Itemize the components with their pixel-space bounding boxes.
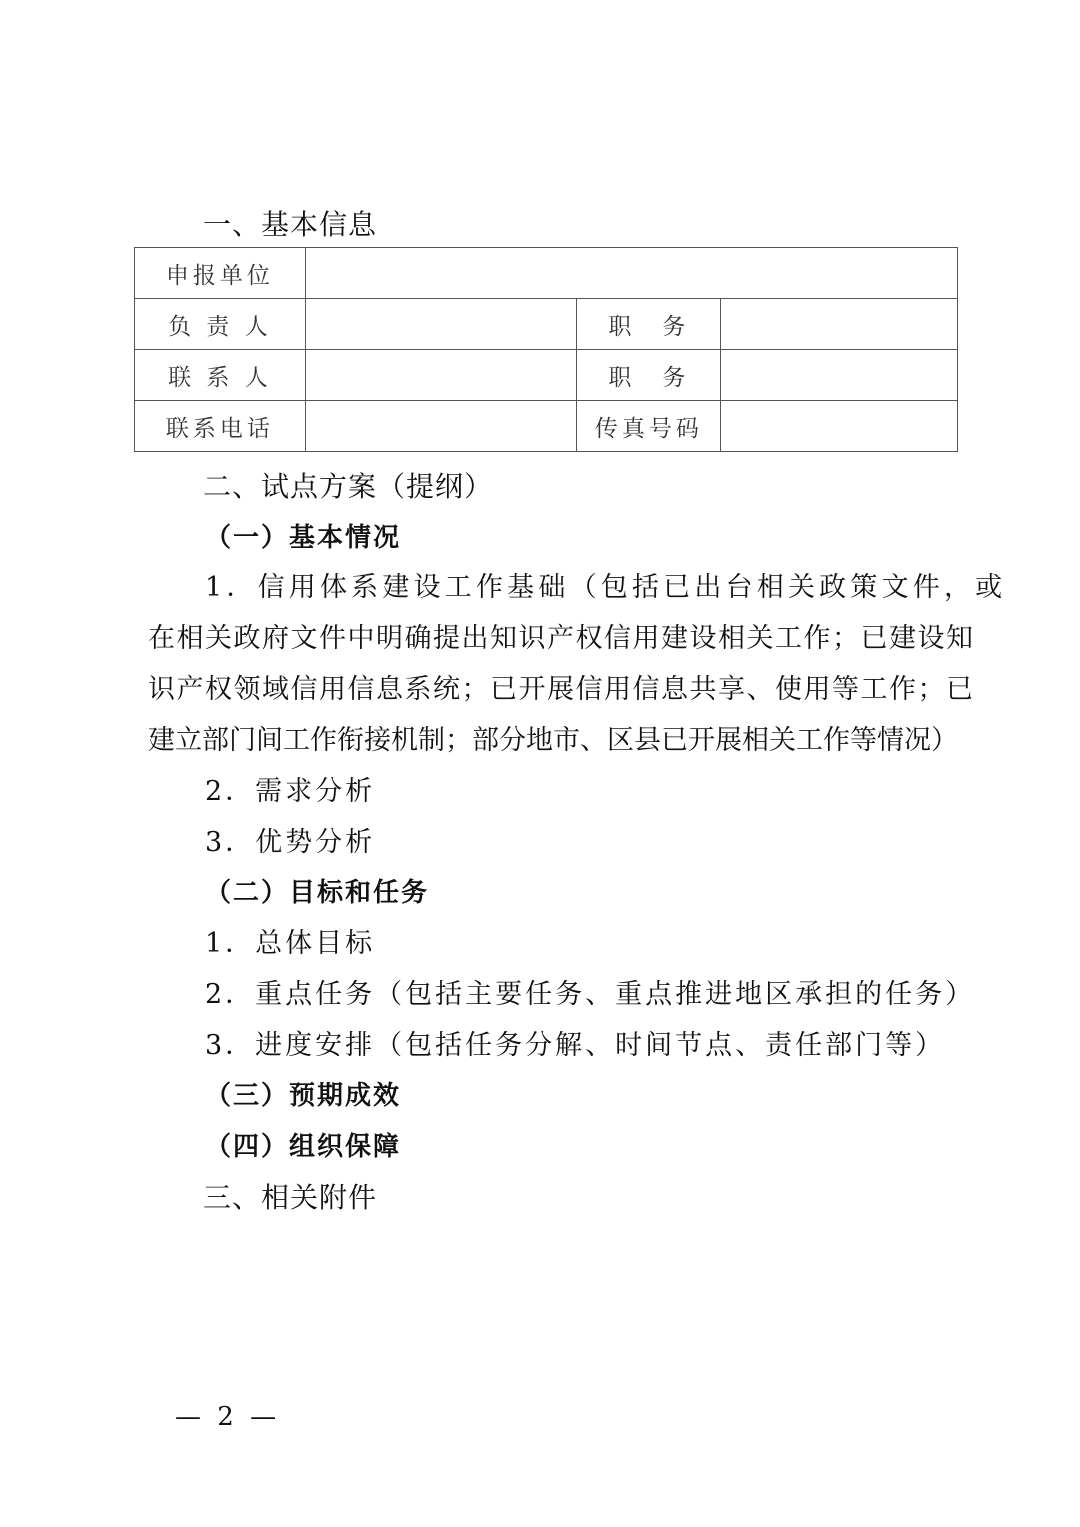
list-item: 2．需求分析 (205, 776, 376, 807)
page-number: — 2 — (175, 1402, 281, 1432)
head-label: 负 责 人 (135, 299, 306, 350)
subheading-organization: （四）组织保障 (205, 1132, 402, 1162)
head-title-label: 职 务 (577, 299, 721, 350)
subheading-goals-tasks: （二）目标和任务 (205, 878, 430, 908)
section-heading-pilot-plan: 二、试点方案（提纲） (203, 470, 494, 503)
list-item: 3．进度安排（包括任务分解、时间节点、责任部门等） (205, 1030, 946, 1061)
list-item: 1．总体目标 (205, 928, 376, 959)
list-item: 3．优势分析 (205, 827, 376, 858)
contact-title-label: 职 务 (577, 350, 721, 401)
phone-label: 联系电话 (135, 401, 306, 452)
section-heading-basic-info: 一、基本信息 (203, 208, 378, 241)
paragraph-line: 1．信用体系建设工作基础（包括已出台相关政策文件，或 (205, 572, 1007, 603)
list-item: 2．重点任务（包括主要任务、重点推进地区承担的任务） (205, 979, 976, 1010)
fax-label: 传真号码 (577, 401, 721, 452)
paragraph-line: 识产权领域信用信息系统；已开展信用信息共享、使用等工作；已 (148, 674, 975, 705)
paragraph-line: 建立部门间工作衔接机制；部分地市、区县已开展相关工作等情况） (148, 725, 958, 756)
basic-info-table (134, 247, 958, 452)
contact-title-field[interactable] (721, 350, 958, 401)
contact-label: 联 系 人 (135, 350, 306, 401)
phone-field[interactable] (305, 401, 577, 452)
unit-field[interactable] (305, 248, 957, 299)
subheading-expected-results: （三）预期成效 (205, 1081, 402, 1111)
subheading-basic-situation: （一）基本情况 (205, 523, 402, 553)
head-field[interactable] (305, 299, 577, 350)
contact-field[interactable] (305, 350, 577, 401)
section-heading-attachments: 三、相关附件 (203, 1181, 378, 1214)
paragraph-line: 在相关政府文件中明确提出知识产权信用建设相关工作；已建设知 (148, 623, 975, 654)
fax-field[interactable] (721, 401, 958, 452)
unit-label: 申报单位 (135, 248, 306, 299)
head-title-field[interactable] (721, 299, 958, 350)
